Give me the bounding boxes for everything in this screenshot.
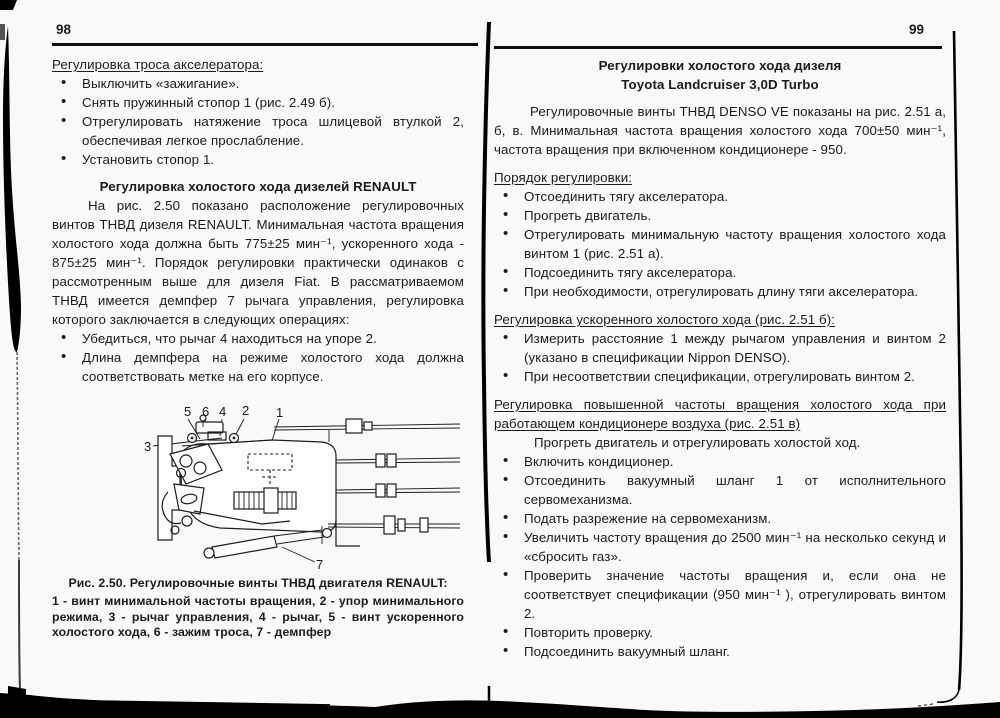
figure-2-50-pump-diagram [124,394,464,572]
list-item: • Убедиться, что рычаг 4 находиться на упоре 2. [52,329,464,348]
right-scan-edge [954,31,962,690]
section-title-ac-idle: Регулировка повышенной частоты вращения холостого хода при работающем кондиционере воздуха (рис. 2.51 в) [494,397,946,431]
edge-speck [0,24,5,40]
list-item: • Выключить «зажигание». [52,74,464,93]
list-item: • Прогреть двигатель. [494,206,946,225]
figure-caption: Рис. 2.50. Регулировочные винты ТНВД двигателя RENAULT: [68,576,448,590]
callout-number: 4 [219,404,227,419]
ac-lead-line: Прогреть двигатель и отрегулировать холостой ход. [534,435,861,450]
section-title-order: Порядок регулировки: [494,170,633,185]
callout-number: 1 [276,405,284,420]
list-item: • Подсоединить тягу акселератора. [494,263,946,282]
page-title-line1: Регулировки холостого хода дизеля [598,58,842,73]
list-item: • Измерить расстояние 1 между рычагом управления и винтом 2 (указано в спецификации Nippon DENSO). [494,329,946,367]
cable-bullet-list [52,74,464,169]
list-item: • Установить стопор 1. [52,150,464,169]
right-edge-curl [937,690,959,702]
list-item: • Отсоединить вакуумный шланг 1 от исполнительного сервомеханизма. [494,471,946,509]
corner-mark-bottom-left [8,686,26,718]
toyota-intro-paragraph: Регулировочные винты ТНВД DENSO VE показаны на рис. 2.51 а, б, в. Минимальная частота вращения холостого хода 700±50 мин⁻¹, частота вращения при включенном кондиционере - 950. [494,104,946,157]
spine-gutter-line [481,22,491,562]
callout-number: 6 [202,404,210,419]
list-item: • Увеличить частоту вращения до 2500 мин⁻¹ на несколько секунд и «сбросить газ». [494,528,946,566]
section-title-fast-idle: Регулировка ускоренного холостого хода (рис. 2.51 б): [494,312,836,327]
list-item: • Подсоединить вакуумный шланг. [494,642,946,661]
left-edge-line-lower [19,560,20,690]
list-item: • Отсоединить тягу акселератора. [494,187,946,206]
section-title-cable-adjust: Регулировка троса акселератора: [52,57,264,72]
left-scan-edge [3,26,21,352]
page-number-right: 99 [908,22,924,37]
fast-idle-bullet-list [494,329,946,386]
header-rule-right [494,46,942,49]
left-page-column [52,50,464,641]
list-item: • При необходимости, отрегулировать длину тяги акселератора. [494,282,946,301]
list-item: • Повторить проверку. [494,623,946,642]
list-item: • Включить кондиционер. [494,452,946,471]
list-item: • Проверить значение частоты вращения и, если она не соответствует спецификации (950 мин⁻¹ ), отрегулировать винтом 2. [494,566,946,623]
corner-mark-top-left [0,0,17,10]
list-item: • Отрегулировать минимальную частоту вращения холостого хода винтом 1 (рис. 2.51 а). [494,225,946,263]
pump-diagram-art [124,394,464,572]
left-edge-line [17,352,19,560]
damper [204,526,332,558]
callout-number: 5 [184,404,192,419]
bottom-edge-line [28,700,330,705]
right-page-column [494,50,946,661]
fuel-pipes [328,454,460,534]
callout-number: 2 [242,403,250,418]
bottom-scan-band [0,693,1000,718]
throttle-cable [274,419,460,442]
cable-clamp [196,422,223,433]
page-number-left: 98 [56,22,72,37]
list-item: • Длина демпфера на режиме холостого хода должна соответствовать метке на его корпусе. [52,348,464,386]
callout-number: 7 [316,557,324,572]
page-title-line2: Toyota Landcruiser 3,0D Turbo [621,77,819,92]
list-item: • При несоответствии спецификации, отрегулировать винтом 2. [494,367,946,386]
callout-number: 3 [144,439,152,454]
renault-intro-paragraph: На рис. 2.50 показано расположение регулировочных винтов ТНВД дизеля RENAULT. Минимальная частота вращения холостого хода должна быть 775±25 мин⁻¹, ускоренного хода - 875±25 мин⁻¹. Порядок регулировки практически одинаков с рассмотренным выше для дизеля Fiat. В рассматриваемом ТНВД имеется демпфер 7 рычага управления, регулировка которого заключается в следующих операциях: [52,198,464,327]
figure-legend: 1 - винт минимальной частоты вращения, 2 - упор минимального режима, 3 - рычаг управления, 4 - рычаг, 5 - винт ускоренного холостого хода, 6 - зажим троса, 7 - демпфер [52,594,464,639]
header-rule-left [52,43,478,46]
order-bullet-list [494,187,946,301]
right-edge-dashes [918,704,933,706]
section-title-renault-idle: Регулировка холостого хода дизелей RENAULT [99,179,417,194]
ac-bullet-list [494,452,946,661]
list-item: • Отрегулировать натяжение троса шлицевой втулкой 2, обеспечивая легкое прослабление. [52,112,464,150]
renault-bullet-list [52,329,464,386]
list-item: • Подать разрежение на сервомеханизм. [494,509,946,528]
list-item: • Снять пружинный стопор 1 (рис. 2.49 б). [52,93,464,112]
